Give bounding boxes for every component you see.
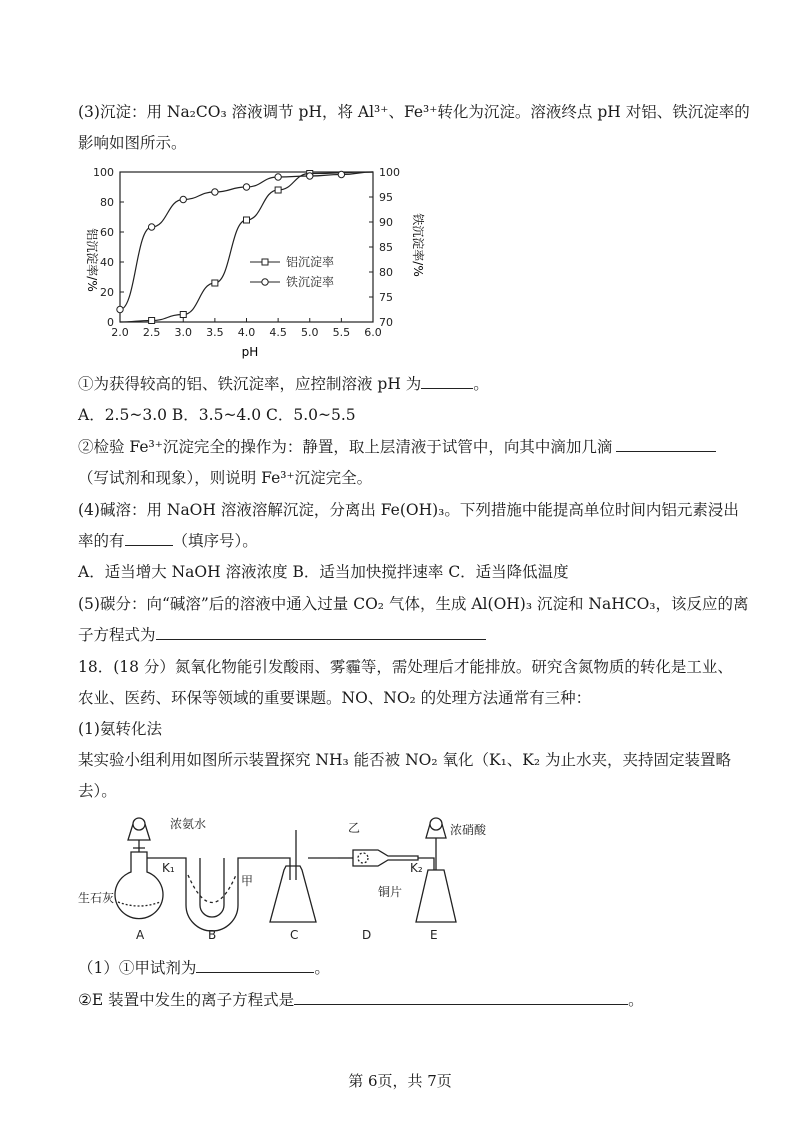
q18-answer2 bbox=[78, 990, 644, 1010]
q18-answer1-end: 。 bbox=[314, 959, 330, 977]
y-left-tick-label: 40 bbox=[100, 256, 114, 269]
legend-square-marker bbox=[262, 259, 268, 265]
x-tick-label: 4.0 bbox=[237, 326, 256, 339]
aluminum-point bbox=[275, 187, 281, 193]
label-lime: 生石灰 bbox=[78, 891, 115, 905]
series-line-2 bbox=[120, 172, 373, 310]
iron-point bbox=[180, 196, 186, 202]
apparatus-d bbox=[338, 850, 418, 866]
label-e: E bbox=[430, 928, 438, 942]
label-b: B bbox=[208, 928, 217, 942]
aluminum-point bbox=[149, 318, 155, 324]
aluminum-point bbox=[244, 217, 250, 223]
q3-question2-line2: （写试剂和现象），则说明 Fe³⁺沉淀完全。 bbox=[78, 469, 373, 487]
page-footer: 第 6页，共 7页 bbox=[348, 1072, 452, 1090]
q5-line2 bbox=[78, 625, 486, 645]
y-left-tick-label: 20 bbox=[100, 286, 114, 299]
label-c: C bbox=[290, 928, 299, 942]
iron-point bbox=[117, 306, 123, 312]
q4-line1: (4)碱溶：用 NaOH 溶液溶解沉淀，分离出 Fe(OH)₃。下列措施中能提高单位时间内铝元素浸出 bbox=[78, 501, 739, 519]
q3-intro-line2: 影响如图所示。 bbox=[78, 134, 187, 152]
aluminum-point bbox=[212, 280, 218, 286]
series-line-1 bbox=[120, 172, 373, 322]
y-right-tick-label: 100 bbox=[379, 166, 400, 179]
y-left-tick-label: 0 bbox=[107, 316, 114, 329]
label-nitric: 浓硝酸 bbox=[450, 823, 487, 837]
x-tick-label: 3.5 bbox=[206, 326, 224, 339]
q18-experiment-line1: 某实验小组利用如图所示装置探究 NH₃ 能否被 NO₂ 氧化（K₁、K₂ 为止水夹，夹持固定装置略 bbox=[78, 751, 732, 769]
answer-blank-4[interactable] bbox=[156, 625, 486, 640]
iron-point bbox=[243, 184, 249, 190]
apparatus-diagram bbox=[78, 810, 487, 945]
q18-answer1-text: （1）①甲试剂为 bbox=[78, 959, 197, 977]
legend-circle-marker bbox=[262, 279, 268, 285]
y-right-tick-label: 70 bbox=[379, 316, 393, 329]
q18-line2: 农业、医药、环保等领域的重要课题。NO、NO₂ 的处理方法通常有三种： bbox=[78, 689, 592, 707]
x-tick-label: 4.5 bbox=[269, 326, 287, 339]
x-tick-label: 5.5 bbox=[332, 326, 351, 339]
y-right-tick-label: 95 bbox=[379, 191, 393, 204]
q4-text-a: 率的有 bbox=[78, 532, 125, 550]
q18-experiment-line2: 去）。 bbox=[78, 782, 117, 800]
label-d: D bbox=[362, 928, 372, 942]
q4-options: A．适当增大 NaOH 溶液浓度 B．适当加快搅拌速率 C．适当降低温度 bbox=[78, 563, 569, 581]
iron-point bbox=[148, 224, 154, 230]
label-k1: K₁ bbox=[162, 861, 175, 875]
apparatus-b bbox=[170, 858, 256, 931]
y-right-tick-label: 90 bbox=[379, 216, 393, 229]
q3-question1 bbox=[78, 374, 489, 394]
q4-line2 bbox=[78, 531, 258, 551]
q18-line1: 18．(18 分）氮氧化物能引发酸雨、雾霾等，需处理后才能排放。研究含氮物质的转化是工业、 bbox=[78, 658, 733, 676]
iron-point bbox=[275, 174, 281, 180]
iron-point bbox=[307, 173, 313, 179]
label-jia: 甲 bbox=[241, 874, 254, 888]
y-axis-left-label: 铝沉淀率/% bbox=[85, 228, 99, 292]
answer-blank-3[interactable] bbox=[125, 531, 173, 546]
answer-blank-2[interactable] bbox=[616, 437, 716, 452]
q18-subheading: (1)氨转化法 bbox=[78, 720, 162, 738]
x-tick-label: 6.0 bbox=[364, 326, 382, 339]
q3-question1-options: A．2.5~3.0 B．3.5~4.0 C．5.0~5.5 bbox=[78, 406, 356, 424]
answer-blank-5[interactable] bbox=[196, 958, 314, 973]
q18-answer2-end: 。 bbox=[628, 991, 644, 1009]
y-right-tick-label: 80 bbox=[379, 266, 393, 279]
x-tick-label: 5.0 bbox=[301, 326, 319, 339]
y-right-tick-label: 85 bbox=[379, 241, 393, 254]
q3-question1-text: ①为获得较高的铝、铁沉淀率，应控制溶液 pH 为 bbox=[78, 375, 422, 393]
q3-question1-end: 。 bbox=[473, 375, 489, 393]
label-k2: K₂ bbox=[410, 861, 423, 875]
legend-label: 铁沉淀率 bbox=[286, 275, 335, 289]
q3-question2-text: ②检验 Fe³⁺沉淀完全的操作为：静置，取上层清液于试管中，向其中滴加几滴 bbox=[78, 438, 613, 456]
q5-text: 子方程式为 bbox=[78, 626, 156, 644]
q3-question2-line1 bbox=[78, 437, 716, 457]
q18-answer1 bbox=[78, 958, 330, 978]
legend-label: 铝沉淀率 bbox=[286, 255, 335, 269]
label-yi: 乙 bbox=[348, 821, 361, 835]
plot-frame bbox=[120, 172, 373, 322]
y-right-tick-label: 75 bbox=[379, 291, 393, 304]
x-tick-label: 2.0 bbox=[111, 326, 129, 339]
q4-text-b: （填序号）。 bbox=[172, 532, 258, 550]
answer-blank-1[interactable] bbox=[421, 374, 473, 389]
precipitation-chart bbox=[78, 160, 438, 360]
apparatus-c bbox=[256, 830, 338, 922]
label-a: A bbox=[136, 928, 145, 942]
iron-point bbox=[338, 171, 344, 177]
x-tick-label: 3.0 bbox=[174, 326, 192, 339]
y-left-tick-label: 60 bbox=[100, 226, 114, 239]
aluminum-point bbox=[180, 312, 186, 318]
q18-answer2-text: ②E 装置中发生的离子方程式是 bbox=[78, 991, 295, 1009]
y-left-tick-label: 100 bbox=[93, 166, 114, 179]
q3-intro-line1: (3)沉淀：用 Na₂CO₃ 溶液调节 pH，将 Al³⁺、Fe³⁺转化为沉淀。溶液终点 pH 对铝、铁沉淀率的 bbox=[78, 103, 750, 121]
answer-blank-6[interactable] bbox=[294, 990, 628, 1005]
y-left-tick-label: 80 bbox=[100, 196, 114, 209]
label-ammonia: 浓氨水 bbox=[170, 817, 207, 831]
label-copper: 铜片 bbox=[378, 885, 403, 899]
x-tick-label: 2.5 bbox=[142, 326, 161, 339]
iron-point bbox=[212, 189, 218, 195]
y-axis-right-label: 铁沉淀率/% bbox=[411, 213, 425, 277]
q5-line1: (5)碳分：向“碱溶”后的溶液中通入过量 CO₂ 气体，生成 Al(OH)₃ 沉淀和 NaHCO₃，该反应的离 bbox=[78, 595, 749, 613]
x-axis-label: pH bbox=[241, 345, 259, 359]
